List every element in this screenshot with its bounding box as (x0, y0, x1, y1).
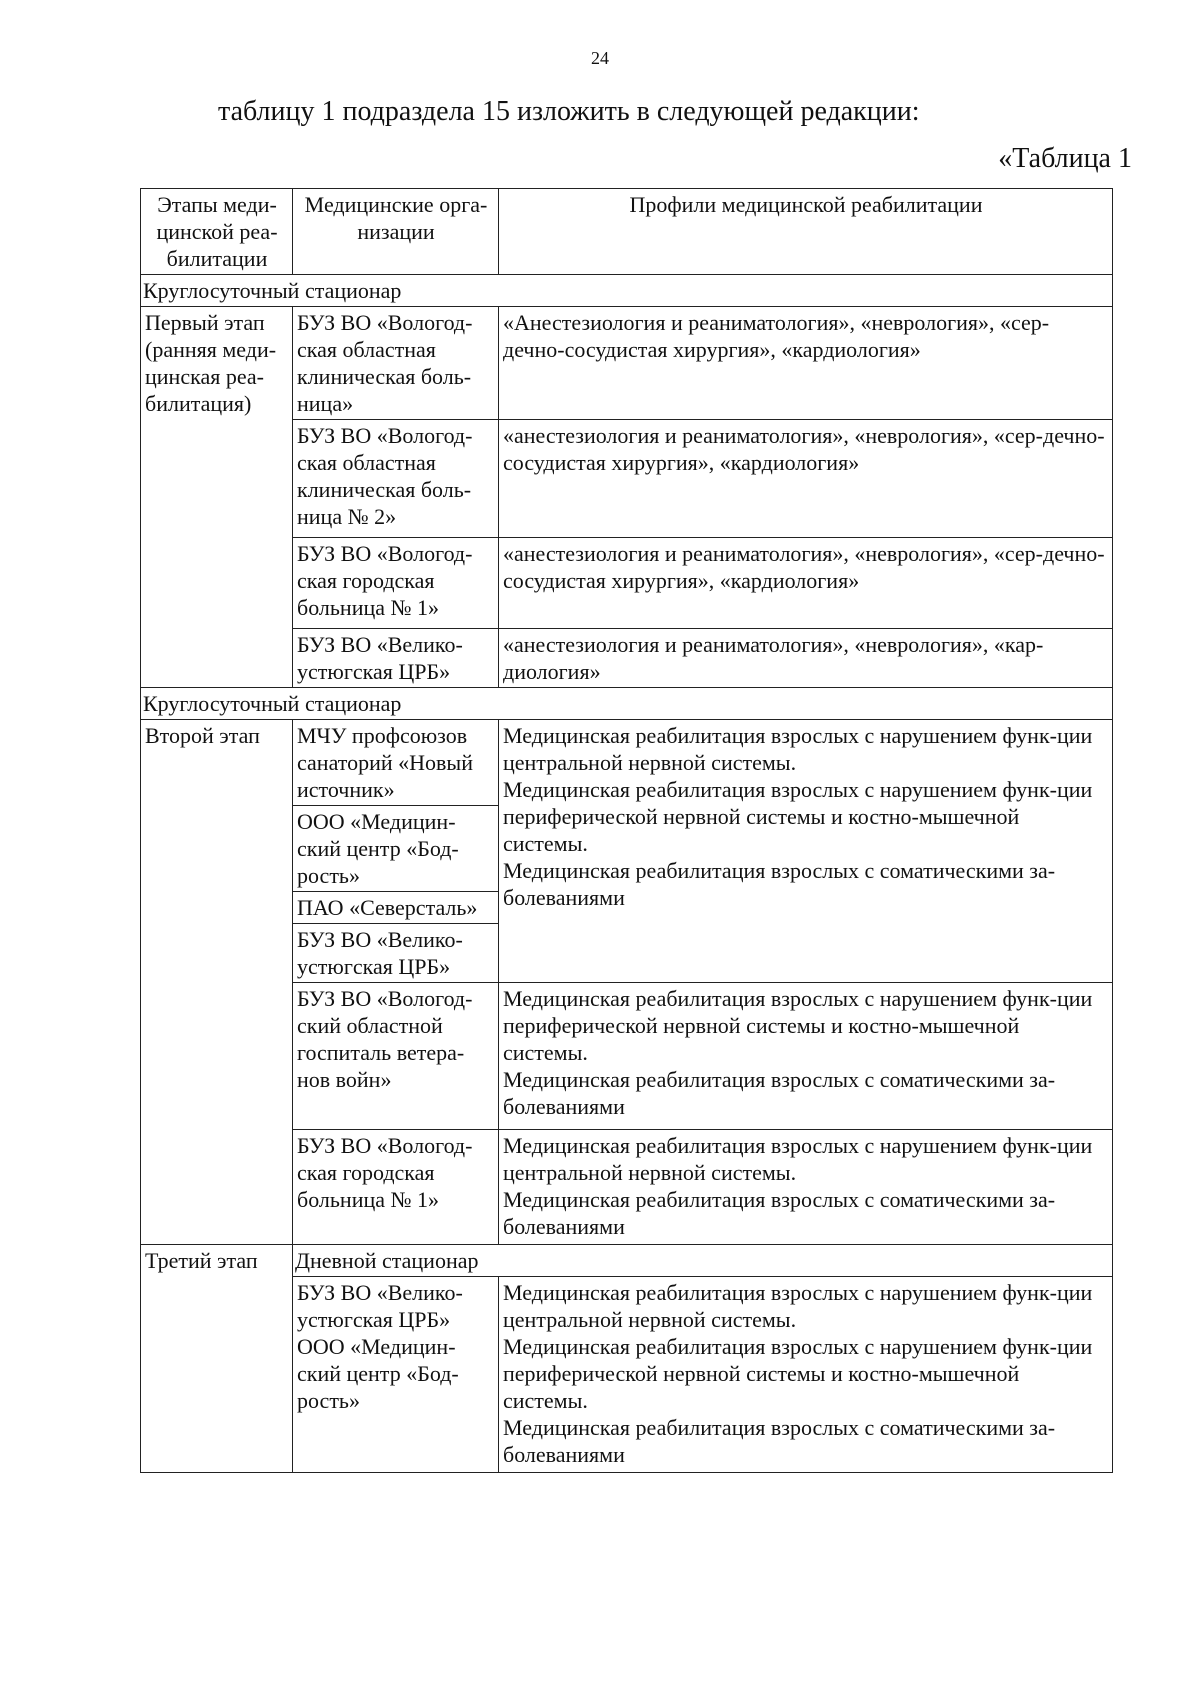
organization-cell: ПАО «Северсталь» (293, 892, 499, 924)
stage-cell: Первый этап (ранняя меди-цинская реа-билитация) (141, 307, 293, 688)
profiles-cell: «анестезиология и реаниматология», «неврология», «сер-дечно-сосудистая хирургия», «кардиология» (499, 420, 1113, 538)
rehabilitation-table (140, 188, 1113, 1473)
stage-cell: Третий этап (141, 1245, 293, 1473)
profiles-cell (499, 720, 1113, 983)
organization-cell: ООО «Медицин-ский центр «Бод-рость» (293, 806, 499, 892)
table-header-row (141, 189, 1113, 275)
organization-cell: БУЗ ВО «Вологод-ская городская больница № 1» (293, 1130, 499, 1245)
profiles-cell: «анестезиология и реаниматология», «неврология», «сер-дечно-сосудистая хирургия», «кардиология» (499, 538, 1113, 629)
header-profiles: Профили медицинской реабилитации (499, 189, 1113, 275)
organization-cell: БУЗ ВО «Вологод-ский областной госпиталь ветера-нов войн» (293, 983, 499, 1130)
organization-cell: БУЗ ВО «Велико-устюгская ЦРБ» (293, 924, 499, 983)
section-title: Круглосуточный стационар (141, 275, 1113, 307)
profile-line: Медицинская реабилитация взрослых с нарушением функ-ции центральной нервной системы. (503, 1133, 1093, 1185)
profile-line: Медицинская реабилитация взрослых с нарушением функ-ции периферической нервной системы и костно-мышечной системы. (503, 986, 1093, 1065)
profiles-cell (499, 1130, 1113, 1245)
profile-line: Медицинская реабилитация взрослых с нарушением функ-ции центральной нервной системы. (503, 1280, 1093, 1332)
section-title-row (141, 688, 1113, 720)
profiles-cell: «анестезиология и реаниматология», «неврология», «кар-диология» (499, 629, 1113, 688)
profile-line: Медицинская реабилитация взрослых с соматическими за-болеваниями (503, 1067, 1056, 1119)
profile-line: Медицинская реабилитация взрослых с соматическими за-болеваниями (503, 1415, 1056, 1467)
table-caption: «Таблица 1 (998, 143, 1132, 174)
stage-cell: Второй этап (141, 720, 293, 1245)
table-row (141, 720, 1113, 806)
profiles-cell: «Анестезиология и реаниматология», «неврология», «сер-дечно-сосудистая хирургия», «кардиология» (499, 307, 1113, 420)
organization-line: БУЗ ВО «Велико-устюгская ЦРБ» (297, 1280, 463, 1332)
organization-line: ООО «Медицин-ский центр «Бод-рость» (297, 1334, 459, 1413)
organization-cell: БУЗ ВО «Вологод-ская городская больница № 1» (293, 538, 499, 629)
profile-line: Медицинская реабилитация взрослых с нарушением функ-ции периферической нервной системы и костно-мышечной системы. (503, 1334, 1093, 1413)
profile-line: Медицинская реабилитация взрослых с нарушением функ-ции центральной нервной системы. (503, 723, 1093, 775)
profile-line: Медицинская реабилитация взрослых с нарушением функ-ции периферической нервной системы и костно-мышечной системы. (503, 777, 1093, 856)
profile-line: Медицинская реабилитация взрослых с соматическими за-болеваниями (503, 1187, 1056, 1239)
table-row (141, 307, 1113, 420)
intro-text: таблицу 1 подраздела 15 изложить в следующей редакции: (218, 96, 920, 127)
section-title: Дневной стационар (293, 1245, 1113, 1277)
organization-cell: БУЗ ВО «Вологод-ская областная клиническая боль-ница» (293, 307, 499, 420)
section-title: Круглосуточный стационар (141, 688, 1113, 720)
header-organizations: Медицинские орга-низации (293, 189, 499, 275)
organization-cell: БУЗ ВО «Велико-устюгская ЦРБ» (293, 629, 499, 688)
header-stage: Этапы меди-цинской реа-билитации (141, 189, 293, 275)
organization-cell: БУЗ ВО «Вологод-ская областная клиническая боль-ница № 2» (293, 420, 499, 538)
profiles-cell (499, 1277, 1113, 1473)
table-row (141, 1245, 1113, 1277)
organization-cell (293, 1277, 499, 1473)
section-title-row (141, 275, 1113, 307)
profiles-cell (499, 983, 1113, 1130)
organization-cell: МЧУ профсоюзов санаторий «Новый источник» (293, 720, 499, 806)
page-number: 24 (591, 48, 609, 68)
profile-line: Медицинская реабилитация взрослых с соматическими за-болеваниями (503, 858, 1056, 910)
